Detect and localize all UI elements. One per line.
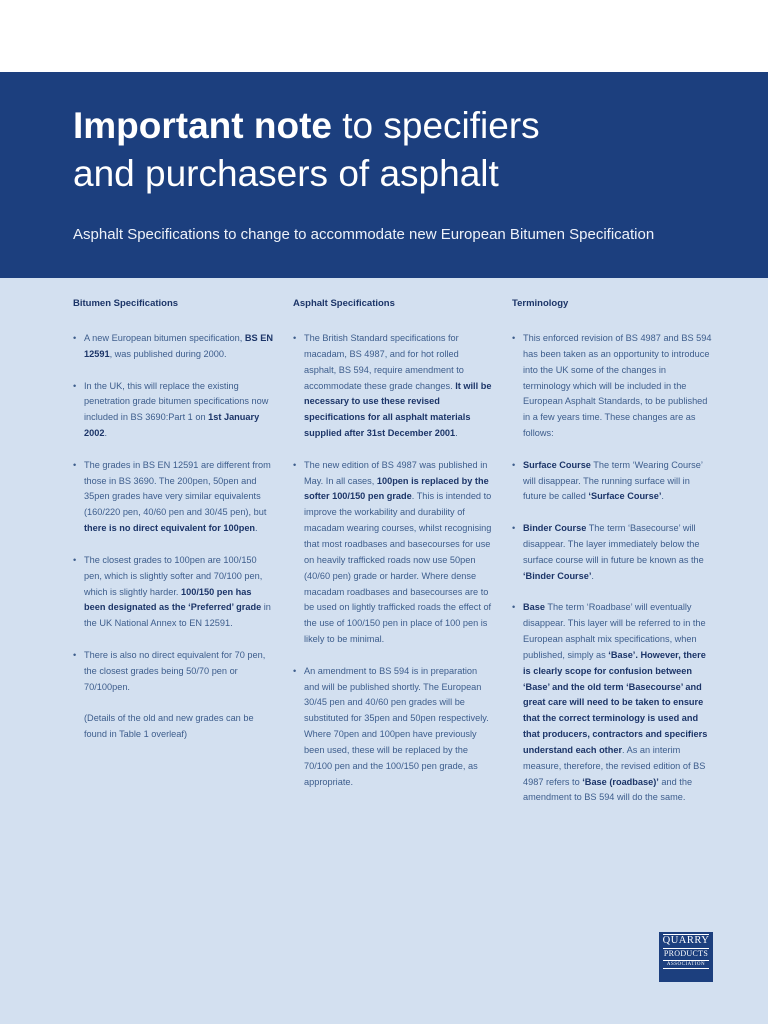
- bullet-text: The grades in BS EN 12591 are different from those in BS 3690. The 200pen, 50pen and 35pen grades have very similar equivalents (160/220 pen, 40/60 pen and 30/45 pen), but: [84, 459, 271, 518]
- bullet-emphasis: Surface Course: [523, 459, 591, 470]
- bullet-emphasis: ‘Base (roadbase)’: [582, 776, 659, 787]
- bullet-item: [73, 458, 273, 537]
- bullet-emphasis: 100/150 pen has been designated as the ‘Preferred’ grade: [84, 586, 262, 613]
- bullet-emphasis: there is no direct equivalent for 100pen: [84, 523, 256, 534]
- bullet-text: . This is intended to improve the workability and durability of macadam wearing courses, whilst recognising that most roadbases and basecourses for use on heavily trafficked roads now use 50pen (40/60 pen) grade or harder. Where dense macadam roadbases and basecourses are to be used on lightly trafficked roads the effect of the use of 100/150 pen in place of 100 pen is likely to be minimal.: [304, 491, 492, 645]
- column-heading: Bitumen Specifications: [73, 298, 179, 309]
- quarry-products-association-logo: [659, 932, 713, 982]
- bullet-text: There is also no direct equivalent for 70 pen, the closest grades being 50/70 pen or 70/100pen.: [84, 649, 266, 692]
- bullet-text: In the UK, this will replace the existing penetration grade bitumen specifications now included in BS 3690:Part 1 on: [84, 380, 269, 423]
- bullet-item: [512, 600, 712, 806]
- bullet-text: .: [255, 523, 258, 534]
- bullet-item: [293, 664, 493, 791]
- bullet-item: [512, 521, 712, 584]
- logo-line1: QUARRY: [662, 935, 710, 946]
- bullet-list: [293, 331, 493, 806]
- bullet-list: [512, 331, 712, 822]
- bullet-item: [293, 458, 493, 648]
- bullet-emphasis: BS EN 12591: [84, 333, 273, 359]
- bullet-emphasis: 100pen is replaced by the softer 100/150 pen grade: [304, 475, 489, 502]
- column-note: (Details of the old and new grades can be found in Table 1 overleaf): [84, 713, 254, 740]
- column-heading: Terminology: [512, 298, 569, 309]
- bullet-text: . As an interim measure, therefore, the revised edition of BS 4987 refers to: [523, 744, 706, 787]
- logo-line2: PRODUCTS: [663, 949, 709, 958]
- logo-rule: [663, 968, 709, 969]
- bullet-emphasis: Binder Course: [523, 523, 587, 534]
- content-panel: [0, 278, 768, 1024]
- bullet-emphasis: ‘Binder Course’: [523, 570, 592, 581]
- bullet-item: [293, 331, 493, 442]
- bullet-text: in the UK National Annex to EN 12591.: [84, 602, 271, 629]
- bullet-text: The term ‘Wearing Course’ will disappear. The running surface will in future be called: [523, 459, 703, 502]
- title-line1-rest: to specifiers: [331, 105, 540, 146]
- bullet-emphasis: ‘Base’. However, there is clearly scope for confusion between ‘Base’ and the old term ‘Basecourse’ and great care will need to be taken to ensure that the correct terminology is used and that producers, contractors and specifiers understand each other: [523, 649, 708, 755]
- bullet-text: .: [104, 428, 108, 439]
- bullet-text: .: [661, 491, 664, 502]
- logo-rule: [663, 960, 709, 961]
- title-line2: and purchasers of asphalt: [73, 153, 499, 194]
- bullet-text: .: [591, 570, 594, 581]
- bullet-text: The new edition of BS 4987 was published in May. In all cases,: [304, 459, 488, 486]
- bullet-text: The term ‘Basecourse’ will disappear. The layer immediately below the surface course will in future be known as the: [523, 523, 704, 565]
- bullet-emphasis: ‘Surface Course’: [588, 491, 662, 502]
- bullet-text: and the amendment to BS 594 will do the same.: [523, 776, 693, 803]
- bullet-list: [73, 331, 273, 743]
- bullet-item: [512, 331, 712, 442]
- page-title: [73, 102, 753, 198]
- column-heading: Asphalt Specifications: [293, 298, 395, 309]
- page-subtitle: Asphalt Specifications to change to accommodate new European Bitumen Specification: [73, 226, 655, 243]
- bullet-text: A new European bitumen specification,: [84, 333, 245, 343]
- bullet-item: [73, 379, 273, 442]
- bullet-emphasis: 1st January 2002: [84, 412, 260, 439]
- bullet-text: This enforced revision of BS 4987 and BS 594 has been taken as an opportunity to introduce into the UK some of the changes in terminology which will be included in the European Asphalt Standards, to be published in a few years time. These changes are as follows:: [523, 333, 712, 439]
- bullet-item: [512, 458, 712, 506]
- bullet-text: The term ‘Roadbase’ will eventually disappear. This layer will be referred to in the European asphalt mix specifications, when published, simply as: [523, 602, 706, 660]
- logo-line3: ASSOCIATION: [666, 962, 706, 967]
- bullet-item: [73, 331, 273, 363]
- bullet-text: , was published during 2000.: [109, 348, 227, 359]
- bullet-text: An amendment to BS 594 is in preparation and will be published shortly. The European 30/45 pen and 40/60 pen grades will be substituted for 35pen and 50pen respectively. Where 70pen and 100pen have previously been used, these will be replaced by the 70/100 pen and the 100/150 pen grade, as appropriate.: [304, 665, 489, 787]
- bullet-item: [73, 553, 273, 632]
- bullet-text: .: [455, 428, 458, 439]
- title-emphasis: Important note: [73, 105, 332, 146]
- bullet-emphasis: Base: [523, 602, 545, 613]
- bullet-item: [73, 648, 273, 696]
- header-banner: [0, 72, 768, 278]
- bullet-text: The closest grades to 100pen are 100/150 pen, which is slightly softer and 70/100 pen, which is slightly harder.: [84, 554, 263, 597]
- bullet-emphasis: It will be necessary to use these revised specifications for all asphalt materials supplied after 31st December 2001: [304, 380, 492, 439]
- bullet-text: The British Standard specifications for macadam, BS 4987, and for hot rolled asphalt, BS 594, require amendment to accommodate these grade changes.: [304, 333, 464, 391]
